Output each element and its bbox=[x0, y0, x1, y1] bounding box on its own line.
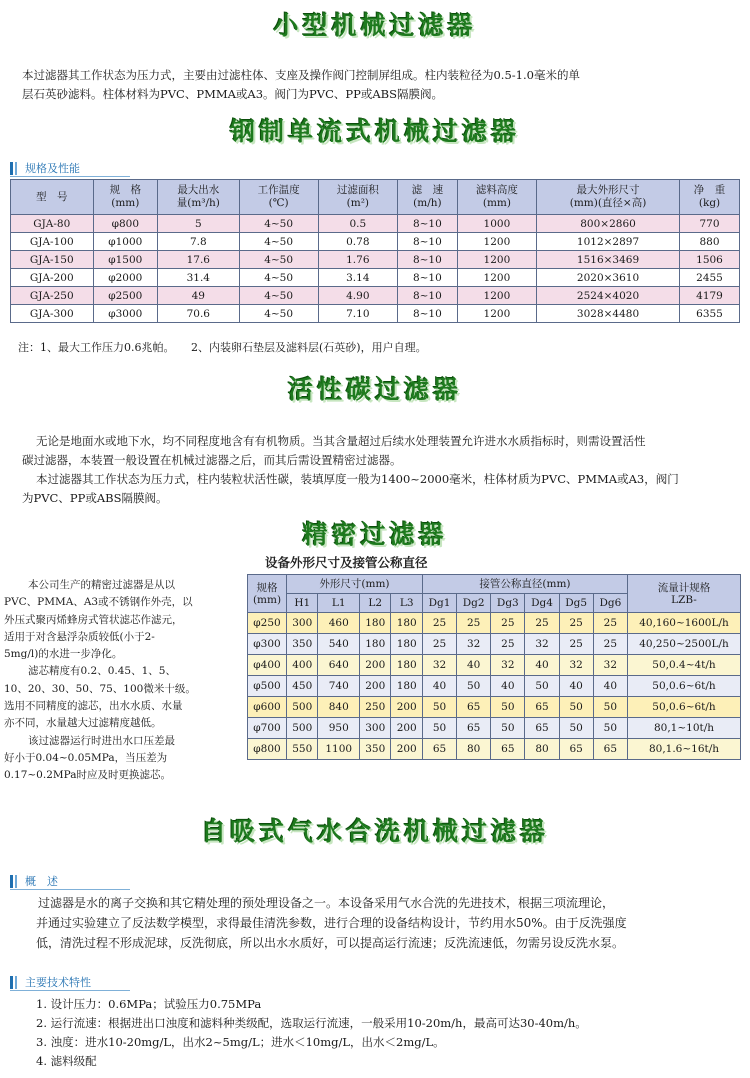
text-line: 外压式聚丙烯蜂房式管状滤芯作滤元， bbox=[4, 613, 183, 626]
table-cell: 50 bbox=[422, 697, 456, 718]
table-cell: 200 bbox=[391, 697, 422, 718]
table-cell: 950 bbox=[318, 718, 360, 739]
table-cell: φ3000 bbox=[93, 305, 158, 323]
table-cell: 80 bbox=[457, 739, 491, 760]
table-cell: 32 bbox=[422, 655, 456, 676]
table-cell: 50 bbox=[559, 718, 593, 739]
table-cell: 2455 bbox=[680, 269, 740, 287]
text-line: 0.17~0.2MPa时应及时更换滤芯。 bbox=[4, 769, 171, 782]
table-cell: 40 bbox=[525, 655, 559, 676]
table-cell: 4~50 bbox=[239, 305, 318, 323]
label-bar-icon bbox=[15, 976, 17, 989]
table-cell: 180 bbox=[391, 655, 422, 676]
list-item: 1. 设计压力：0.6MPa；试验压力0.75MPa bbox=[36, 997, 262, 1011]
table-cell: 250 bbox=[359, 697, 390, 718]
table-cell: 200 bbox=[391, 739, 422, 760]
text-line: 无论是地面水或地下水，均不同程度地含有有机物质。当其含量超过后续水处理装置允许进水水质指标时，则需设置活性 bbox=[36, 434, 646, 448]
table-cell: 80,1.6~16t/h bbox=[628, 739, 741, 760]
table-cell: 1200 bbox=[457, 269, 536, 287]
table-cell: 1200 bbox=[457, 305, 536, 323]
label-bar-icon bbox=[10, 162, 13, 175]
table-cell: 7.10 bbox=[318, 305, 397, 323]
intro-small-filter bbox=[22, 66, 732, 104]
table-cell: GJA-200 bbox=[11, 269, 94, 287]
text-line: 本过滤器其工作状态为压力式，主要由过滤柱体、支座及操作阀门控制屏组成。柱内装粒径为0.5-1.0毫米的单 bbox=[22, 68, 580, 82]
table-cell: 200 bbox=[359, 676, 390, 697]
col-header: 工作温度 (℃) bbox=[239, 180, 318, 215]
text-line: 碳过滤器，本装置一般设置在机械过滤器之后，而其后需设置精密过滤器。 bbox=[22, 453, 402, 467]
table-cell: 0.5 bbox=[318, 215, 397, 233]
table-cell: 400 bbox=[287, 655, 318, 676]
table-cell: 80 bbox=[525, 739, 559, 760]
table-cell: 40 bbox=[559, 676, 593, 697]
table-row bbox=[11, 233, 740, 251]
table-cell: φ400 bbox=[248, 655, 287, 676]
text-line: 并通过实验建立了反法数学模型，求得最佳清洗参数，进行合理的设备结构设计，节约用水50%。由于反洗强度 bbox=[36, 916, 627, 930]
table-cell: 300 bbox=[359, 718, 390, 739]
col-header: 滤 速 (m/h) bbox=[397, 180, 457, 215]
table-cell: 50 bbox=[593, 718, 627, 739]
table-cell: 4~50 bbox=[239, 215, 318, 233]
table-cell: φ600 bbox=[248, 697, 287, 718]
table-note: 注：1、最大工作压力0.6兆帕。 2、内装卵石垫层及滤料层(石英砂)，用户自理。 bbox=[18, 341, 427, 354]
table-cell: 500 bbox=[287, 697, 318, 718]
col-header: 规 格 (mm) bbox=[93, 180, 158, 215]
text-line: 亦不同，水量越大过滤精度越低。 bbox=[4, 717, 162, 730]
spec-table bbox=[10, 179, 740, 323]
table-cell: 880 bbox=[680, 233, 740, 251]
table-cell: 50 bbox=[491, 718, 525, 739]
table-cell: 25 bbox=[422, 634, 456, 655]
table-cell: 31.4 bbox=[158, 269, 239, 287]
table-row bbox=[248, 697, 741, 718]
text-line: 好小于0.04~0.05MPa，当压差为 bbox=[4, 751, 168, 764]
table-cell: 32 bbox=[491, 655, 525, 676]
table-cell: 40 bbox=[491, 676, 525, 697]
table-cell: 5 bbox=[158, 215, 239, 233]
table-cell: 25 bbox=[491, 613, 525, 634]
table-cell: φ500 bbox=[248, 676, 287, 697]
sub-col-header: Dg1 bbox=[422, 594, 456, 613]
sub-col-header: L1 bbox=[318, 594, 360, 613]
table-cell: 70.6 bbox=[158, 305, 239, 323]
list-item: 3. 浊度：进水10-20mg/L，出水2~5mg/L；进水＜10mg/L，出水＜2mg/L。 bbox=[36, 1035, 445, 1049]
table-cell: 7.8 bbox=[158, 233, 239, 251]
table-cell: 1200 bbox=[457, 233, 536, 251]
table-cell: 65 bbox=[525, 697, 559, 718]
feature-list bbox=[36, 995, 587, 1071]
table-cell: GJA-300 bbox=[11, 305, 94, 323]
col-header: 过滤面积 (m²) bbox=[318, 180, 397, 215]
table-cell: 350 bbox=[359, 739, 390, 760]
table-row bbox=[248, 634, 741, 655]
section-label-specs bbox=[10, 160, 80, 176]
col-group-header: 接管公称直径(mm) bbox=[422, 575, 627, 594]
sub-col-header: Dg5 bbox=[559, 594, 593, 613]
col-group-header: 外形尺寸(mm) bbox=[287, 575, 423, 594]
sub-col-header: Dg4 bbox=[525, 594, 559, 613]
title-steel-filter: 钢制单流式机械过滤器 bbox=[229, 117, 520, 146]
title-activated-carbon-filter: 活性碳过滤器 bbox=[287, 375, 462, 404]
table-cell: 8~10 bbox=[397, 233, 457, 251]
table-cell: 40 bbox=[593, 676, 627, 697]
section-label-overview bbox=[10, 873, 58, 889]
col-header: 最大外形尺寸 (mm)(直径×高) bbox=[537, 180, 680, 215]
table-row bbox=[11, 215, 740, 233]
title-self-priming-filter: 自吸式气水合洗机械过滤器 bbox=[200, 817, 549, 846]
label-rule bbox=[10, 990, 130, 991]
table-cell: 25 bbox=[525, 613, 559, 634]
table-row bbox=[11, 269, 740, 287]
label-rule bbox=[10, 889, 130, 890]
label-rule bbox=[10, 176, 130, 177]
table-cell: 1516×3469 bbox=[537, 251, 680, 269]
table-cell: φ1500 bbox=[93, 251, 158, 269]
table-cell: 8~10 bbox=[397, 287, 457, 305]
table-cell: 65 bbox=[457, 697, 491, 718]
sub-col-header: Dg6 bbox=[593, 594, 627, 613]
table-cell: GJA-100 bbox=[11, 233, 94, 251]
table-cell: 25 bbox=[422, 613, 456, 634]
table-cell: 500 bbox=[287, 718, 318, 739]
table-row bbox=[11, 305, 740, 323]
table-cell: 65 bbox=[457, 718, 491, 739]
table-cell: 1012×2897 bbox=[537, 233, 680, 251]
table-cell: 0.78 bbox=[318, 233, 397, 251]
table-cell: φ300 bbox=[248, 634, 287, 655]
table-cell: 450 bbox=[287, 676, 318, 697]
title-small-mechanical-filter: 小型机械过滤器 bbox=[273, 11, 477, 40]
table-cell: 80,1~10t/h bbox=[628, 718, 741, 739]
text-line: 低，清洗过程不形成泥球，反洗彻底，所以出水水质好，可以提高运行流速；反洗流速低，勿需另设反洗水泵。 bbox=[36, 936, 625, 950]
table-cell: 8~10 bbox=[397, 251, 457, 269]
table-cell: φ700 bbox=[248, 718, 287, 739]
table-cell: φ250 bbox=[248, 613, 287, 634]
table-cell: 4~50 bbox=[239, 287, 318, 305]
table-cell: 32 bbox=[593, 655, 627, 676]
table-cell: 50,0.6~6t/h bbox=[628, 676, 741, 697]
table-cell: 50 bbox=[491, 697, 525, 718]
table-cell: 50 bbox=[525, 676, 559, 697]
table-cell: 200 bbox=[359, 655, 390, 676]
table-subtitle: 设备外形尺寸及接管公称直径 bbox=[265, 555, 428, 570]
text-line: 本公司生产的精密过滤器是从以 bbox=[28, 579, 175, 591]
col-header: 型 号 bbox=[11, 180, 94, 215]
text-line: 5mg/l)的水进一步净化。 bbox=[4, 648, 123, 661]
table-cell: 32 bbox=[559, 655, 593, 676]
text-line: 该过滤器运行时进出水口压差最 bbox=[28, 734, 175, 747]
list-item: 4. 滤料级配 bbox=[36, 1054, 97, 1068]
table-cell: 1200 bbox=[457, 287, 536, 305]
table-cell: 50 bbox=[422, 718, 456, 739]
text-line: 10、20、30、50、75、100微米十级。 bbox=[4, 682, 196, 695]
precision-table bbox=[247, 574, 741, 760]
sub-col-header: L2 bbox=[359, 594, 390, 613]
table-cell: 25 bbox=[559, 634, 593, 655]
col-header: 规格 (mm) bbox=[248, 575, 287, 613]
table-cell: 4179 bbox=[680, 287, 740, 305]
table-cell: 65 bbox=[525, 718, 559, 739]
col-header: 滤料高度 (mm) bbox=[457, 180, 536, 215]
table-row bbox=[11, 251, 740, 269]
sub-col-header: L3 bbox=[391, 594, 422, 613]
table-cell: 3.14 bbox=[318, 269, 397, 287]
table-cell: 32 bbox=[525, 634, 559, 655]
text-line: 滤芯精度有0.2、0.45、1、5、 bbox=[28, 665, 176, 678]
table-cell: 180 bbox=[391, 613, 422, 634]
table-cell: 180 bbox=[391, 634, 422, 655]
table-cell: 740 bbox=[318, 676, 360, 697]
text-line: 层石英砂滤料。柱体材料为PVC、PMMA或A3。阀门为PVC、PP或ABS隔膜阀。 bbox=[22, 87, 444, 101]
table-cell: 1506 bbox=[680, 251, 740, 269]
sub-col-header: Dg3 bbox=[491, 594, 525, 613]
title-precision-filter: 精密过滤器 bbox=[302, 520, 448, 549]
table-cell: 1200 bbox=[457, 251, 536, 269]
table-cell: 800×2860 bbox=[537, 215, 680, 233]
table-cell: 40 bbox=[422, 676, 456, 697]
table-cell: 65 bbox=[422, 739, 456, 760]
table-cell: GJA-250 bbox=[11, 287, 94, 305]
table-cell: 50,0.6~6t/h bbox=[628, 697, 741, 718]
label-text: 概 述 bbox=[25, 875, 58, 888]
table-cell: 350 bbox=[287, 634, 318, 655]
table-cell: 550 bbox=[287, 739, 318, 760]
sub-col-header: H1 bbox=[287, 594, 318, 613]
label-bar-icon bbox=[10, 976, 13, 989]
table-cell: 17.6 bbox=[158, 251, 239, 269]
table-cell: 25 bbox=[559, 613, 593, 634]
list-item: 2. 运行流速：根据进出口浊度和滤料种类级配，选取运行流速，一般采用10-20m/h，最高可达30-40m/h。 bbox=[36, 1016, 587, 1030]
table-cell: 4~50 bbox=[239, 233, 318, 251]
label-bar-icon bbox=[15, 875, 17, 888]
table-cell: 460 bbox=[318, 613, 360, 634]
precision-description bbox=[4, 577, 242, 785]
text-line: 选用不同精度的滤芯，出水水质、水量 bbox=[4, 700, 183, 713]
table-cell: 40,160~1600L/h bbox=[628, 613, 741, 634]
table-cell: 180 bbox=[359, 613, 390, 634]
table-cell: 3028×4480 bbox=[537, 305, 680, 323]
table-row bbox=[248, 613, 741, 634]
label-text: 主要技术特性 bbox=[25, 976, 91, 989]
table-cell: 2524×4020 bbox=[537, 287, 680, 305]
table-cell: 50 bbox=[593, 697, 627, 718]
col-header: 净 重 (kg) bbox=[680, 180, 740, 215]
sub-col-header: Dg2 bbox=[457, 594, 491, 613]
table-cell: 32 bbox=[457, 634, 491, 655]
table-cell: 1100 bbox=[318, 739, 360, 760]
table-cell: 770 bbox=[680, 215, 740, 233]
table-cell: 40,250~2500L/h bbox=[628, 634, 741, 655]
table-row bbox=[248, 655, 741, 676]
text-line: 适用于对含悬浮杂质较低(小于2- bbox=[4, 630, 155, 643]
label-bar-icon bbox=[10, 875, 13, 888]
table-cell: 25 bbox=[491, 634, 525, 655]
label-text: 规格及性能 bbox=[25, 162, 80, 175]
table-row bbox=[11, 287, 740, 305]
text-line: 过滤器是水的离子交换和其它精处理的预处理设备之一。本设备采用气水合洗的先进技术，根据三项流理论， bbox=[38, 896, 615, 910]
section-label-features bbox=[10, 974, 91, 990]
table-cell: 4~50 bbox=[239, 269, 318, 287]
table-cell: 540 bbox=[318, 634, 360, 655]
table-cell: 40 bbox=[457, 655, 491, 676]
table-cell: φ800 bbox=[93, 215, 158, 233]
label-bar-icon bbox=[15, 162, 17, 175]
table-cell: 1.76 bbox=[318, 251, 397, 269]
table-cell: 65 bbox=[559, 739, 593, 760]
table-cell: 8~10 bbox=[397, 305, 457, 323]
table-cell: 8~10 bbox=[397, 269, 457, 287]
table-cell: 300 bbox=[287, 613, 318, 634]
table-cell: 840 bbox=[318, 697, 360, 718]
overview-paragraph bbox=[36, 893, 741, 953]
table-cell: φ1000 bbox=[93, 233, 158, 251]
table-cell: 50 bbox=[559, 697, 593, 718]
table-cell: 49 bbox=[158, 287, 239, 305]
table-cell: φ2500 bbox=[93, 287, 158, 305]
table-cell: 65 bbox=[593, 739, 627, 760]
table-cell: 2020×3610 bbox=[537, 269, 680, 287]
table-cell: GJA-80 bbox=[11, 215, 94, 233]
table-cell: 6355 bbox=[680, 305, 740, 323]
carbon-paragraphs bbox=[22, 432, 737, 508]
table-cell: 1000 bbox=[457, 215, 536, 233]
table-cell: φ2000 bbox=[93, 269, 158, 287]
table-cell: 4.90 bbox=[318, 287, 397, 305]
text-line: 为PVC、PP或ABS隔膜阀。 bbox=[22, 491, 168, 505]
text-line: 本过滤器其工作状态为压力式，柱内装粒状活性碳，装填厚度一般为1400~2000毫米，柱体材质为PVC、PMMA或A3，阀门 bbox=[36, 472, 679, 486]
table-cell: 25 bbox=[457, 613, 491, 634]
table-cell: GJA-150 bbox=[11, 251, 94, 269]
table-row bbox=[248, 739, 741, 760]
col-header: 最大出水 量(m³/h) bbox=[158, 180, 239, 215]
table-cell: 50 bbox=[457, 676, 491, 697]
table-cell: φ800 bbox=[248, 739, 287, 760]
table-cell: 65 bbox=[491, 739, 525, 760]
col-header: 流量计规格 LZB- bbox=[628, 575, 741, 613]
table-cell: 200 bbox=[391, 718, 422, 739]
table-cell: 180 bbox=[391, 676, 422, 697]
table-cell: 50,0.4~4t/h bbox=[628, 655, 741, 676]
table-cell: 25 bbox=[593, 613, 627, 634]
table-cell: 8~10 bbox=[397, 215, 457, 233]
table-cell: 640 bbox=[318, 655, 360, 676]
table-row bbox=[248, 718, 741, 739]
text-line: PVC、PMMA、A3或不锈钢作外壳，以 bbox=[4, 596, 193, 609]
table-cell: 25 bbox=[593, 634, 627, 655]
table-row bbox=[248, 676, 741, 697]
table-cell: 180 bbox=[359, 634, 390, 655]
table-cell: 4~50 bbox=[239, 251, 318, 269]
